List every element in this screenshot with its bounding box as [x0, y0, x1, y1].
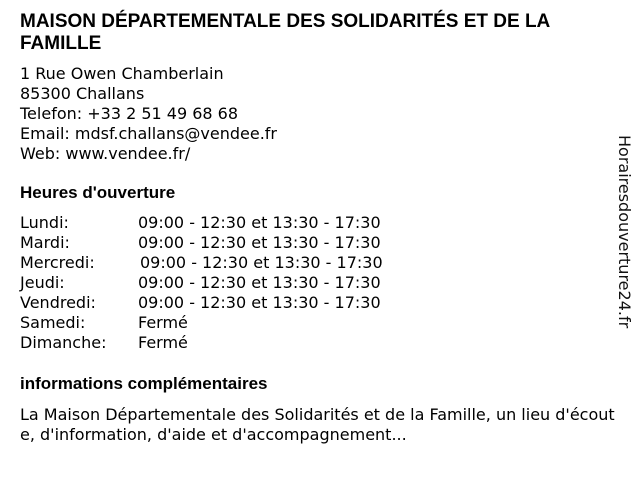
time-value: 09:00 - 12:30 et 13:30 - 17:30 — [138, 233, 381, 252]
page-title: MAISON DÉPARTEMENTALE DES SOLIDARITÉS ET DE LA FAMILLE — [20, 11, 550, 54]
day-label: Samedi: — [20, 313, 86, 332]
time-value: 09:00 - 12:30 et 13:30 - 17:30 — [140, 253, 383, 272]
hours-heading: Heures d'ouverture — [20, 183, 176, 202]
watermark-text: Horairesdouverture24.fr — [615, 135, 634, 329]
day-label: Jeudi: — [20, 273, 65, 292]
email-address[interactable]: Email: mdsf.challans@vendee.fr — [20, 124, 278, 143]
address-block — [20, 64, 277, 164]
time-value: 09:00 - 12:30 et 13:30 - 17:30 — [138, 293, 381, 312]
day-label: Lundi: — [20, 213, 69, 232]
time-value: Fermé — [138, 313, 188, 332]
time-value: 09:00 - 12:30 et 13:30 - 17:30 — [138, 213, 381, 232]
day-label: Mercredi: — [20, 253, 95, 272]
phone-number[interactable]: Telefon: +33 2 51 49 68 68 — [20, 104, 239, 123]
time-value: Fermé — [138, 333, 188, 352]
day-label: Dimanche: — [20, 333, 107, 352]
day-label: Mardi: — [20, 233, 70, 252]
website-link[interactable]: Web: www.vendee.fr/ — [20, 144, 191, 163]
description-text: La Maison Départementale des Solidarités et de la Famille, un lieu d'écoute, d'information, d'aide et d'accompagnement... — [20, 405, 615, 444]
info-heading: informations complémentaires — [20, 374, 268, 393]
day-label: Vendredi: — [20, 293, 96, 312]
city-postcode: 85300 Challans — [20, 84, 145, 103]
time-value: 09:00 - 12:30 et 13:30 - 17:30 — [138, 273, 381, 292]
street-address: 1 Rue Owen Chamberlain — [20, 64, 224, 83]
